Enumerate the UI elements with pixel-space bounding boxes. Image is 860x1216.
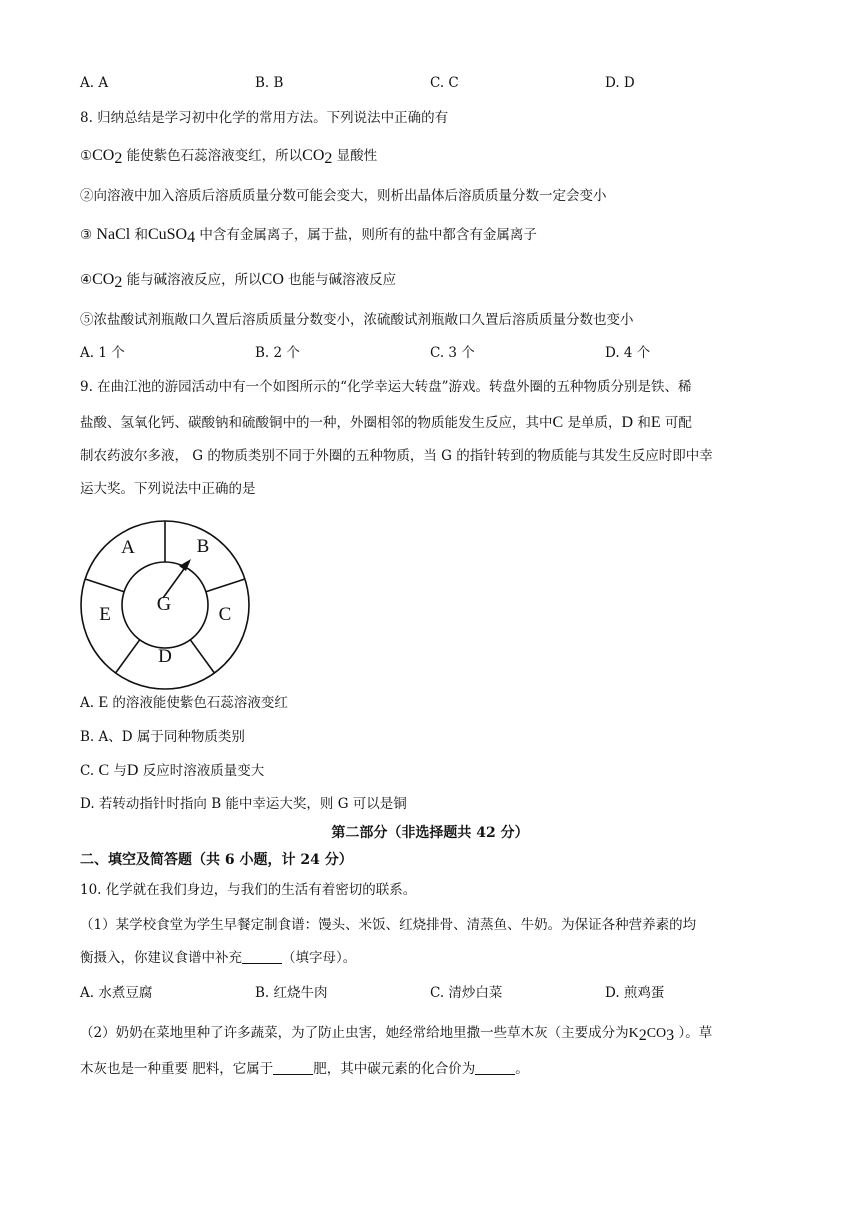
q7-option-a: A. A (80, 75, 109, 91)
q10-part2-line2: 木灰也是一种重要 肥料，它属于 肥，其中碳元素的化合价为 。 (80, 1061, 529, 1077)
part-two-title: 第二部分（非选择题共 42 分） (331, 825, 529, 841)
q7-option-b: B. B (255, 75, 284, 91)
wheel-divider (190, 640, 214, 673)
q10-option-d: D. 煎鸡蛋 (605, 985, 665, 1001)
q8-statement-5: ⑤浓盐酸试剂瓶敞口久置后溶质质量分数变小，浓硫酸试剂瓶敞口久置后溶质质量分数也变小 (80, 312, 634, 328)
wheel-label-b: B (196, 536, 210, 557)
q10-option-c: C. 清炒白菜 (430, 985, 503, 1001)
q10-option-a: A. 水煮豆腐 (80, 985, 153, 1001)
wheel-label-c: C (218, 604, 232, 625)
q7-option-c: C. C (430, 75, 459, 91)
wheel-label-a: A (121, 537, 135, 558)
q10-part2-line1: （2）奶奶在菜地里种了许多蔬菜，为了防止虫害，她经常给地里撒一些草木灰（主要成分为$K_2CO_3$ ）。草 (80, 1025, 713, 1044)
q9-option-b: B. A、D 属于同种物质类别 (80, 729, 245, 745)
q8-option-a: A. 1 个 (80, 345, 125, 361)
wheel-label-g: G (156, 593, 172, 615)
q9-line-3: 制农药波尔多液， G 的物质类别不同于外圈的五种物质，当 G 的指针转到的物质能与其发生反应时即中幸 (80, 448, 713, 464)
q9-line-1: 9. 在曲江池的游园活动中有一个如图所示的“化学幸运大转盘”游戏。转盘外圈的五种物质分别是铁、稀 (80, 379, 692, 395)
q10-option-b: B. 红烧牛肉 (255, 985, 328, 1001)
wheel-divider (116, 640, 140, 673)
q8-option-d: D. 4 个 (605, 345, 651, 361)
q8-statement-2: ②向溶液中加入溶质后溶质质量分数可能会变大，则析出晶体后溶质质量分数一定会变小 (80, 188, 607, 204)
q8-statement-1: $①CO_2$ 能使紫色石蕊溶液变红，所以$CO_2$ 显酸性 (80, 147, 378, 167)
q8-statement-4: $④CO_2$ 能与碱溶液反应，所以CO 也能与碱溶液反应 (80, 271, 397, 291)
answer-blank[interactable] (242, 949, 282, 964)
q8-option-b: B. 2 个 (255, 345, 300, 361)
q9-option-a: A. E 的溶液能使紫色石蕊溶液变红 (80, 694, 288, 711)
answer-blank[interactable] (273, 1060, 313, 1075)
q10-part1-line1: （1）某学校食堂为学生早餐定制食谱：馒头、米饭、红烧排骨、清蒸鱼、牛奶。为保证各种营养素的均 (80, 917, 697, 933)
q9-line-2: 盐酸、氢氧化钙、碳酸钠和硫酸铜中的一种，外圈相邻的物质能发生反应，其中C 是单质，D 和E 可配 (80, 414, 692, 431)
wheel-divider (85, 579, 124, 592)
section-two-heading: 二、填空及简答题（共 6 小题，计 24 分） (80, 852, 353, 868)
q8-option-c: C. 3 个 (430, 345, 475, 361)
wheel-label-d: D (158, 646, 172, 667)
q9-option-c: C. C 与D 反应时溶液质量变大 (80, 762, 265, 779)
q9-option-d: D. 若转动指针时指向 B 能中幸运大奖，则 G 可以是铜 (80, 796, 407, 812)
wheel-divider (206, 579, 245, 592)
q7-option-d: D. D (605, 75, 635, 91)
q10-part1-line2: 衡摄入，你建议食谱中补充 （填字母）。 (80, 950, 357, 966)
q8-stem: 8. 归纳总结是学习初中化学的常用方法。下列说法中正确的有 (80, 110, 449, 126)
q9-line-4: 运大奖。下列说法中正确的是 (80, 481, 256, 497)
q8-statement-3: ③ NaCl 和CuSO$_4$ 中含有金属离子，属于盐，则所有的盐中都含有金属离子 (80, 226, 537, 246)
lucky-wheel-diagram (70, 510, 260, 700)
wheel-label-e: E (99, 604, 111, 625)
q10-stem: 10. 化学就在我们身边，与我们的生活有着密切的联系。 (80, 882, 417, 898)
answer-blank[interactable] (475, 1060, 515, 1075)
